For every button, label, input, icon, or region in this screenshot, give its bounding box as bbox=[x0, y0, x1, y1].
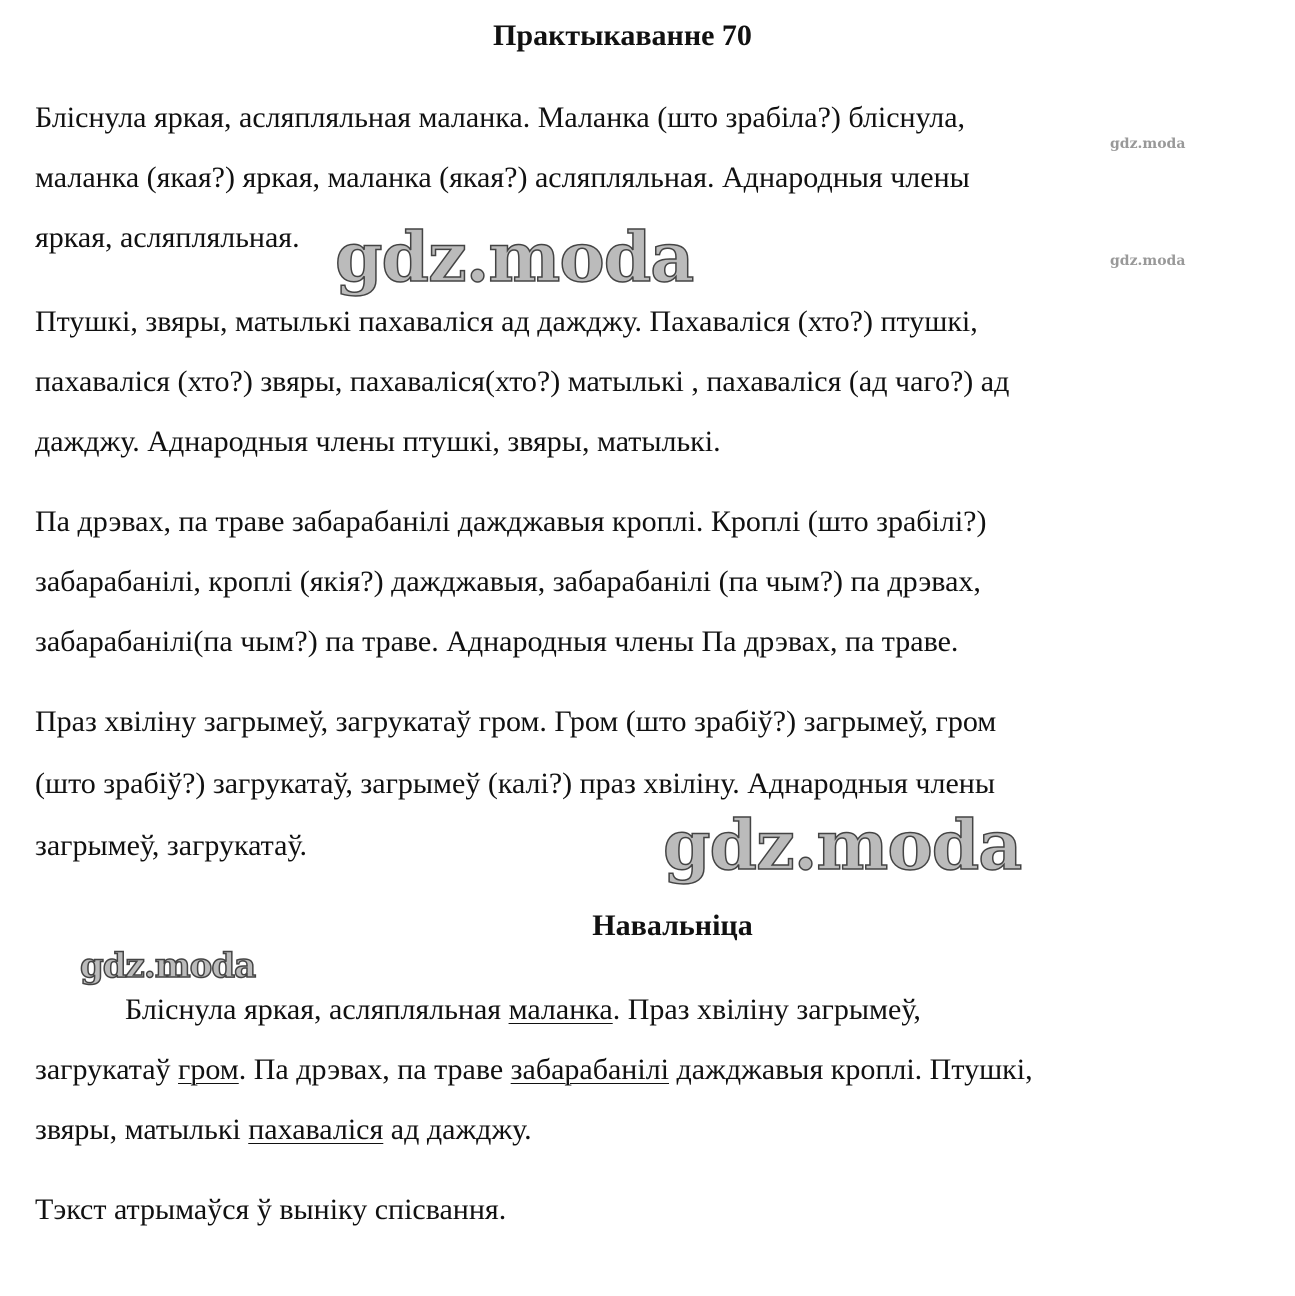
text: загрукатаў bbox=[35, 1053, 179, 1086]
story-line bbox=[35, 1052, 1033, 1088]
watermark: gdz.moda bbox=[1110, 136, 1186, 152]
text: дажджавыя кроплі. Птушкі, bbox=[669, 1053, 1033, 1086]
text-line: пахаваліся (хто?) звяры, пахаваліся(хто?) матылькі , пахаваліся (ад чаго?) ад bbox=[35, 365, 1010, 398]
text: Бліснула яркая, асляпляльная bbox=[125, 993, 509, 1026]
underlined-word: маланка bbox=[508, 993, 613, 1026]
text: . Па дрэвах, па траве bbox=[238, 1053, 511, 1086]
underlined-word: пахаваліся bbox=[248, 1113, 384, 1146]
text-line: Праз хвіліну загрымеў, загрукатаў гром. Гром (што зрабіў?) загрымеў, гром bbox=[35, 705, 997, 738]
text: . Праз хвіліну загрымеў, bbox=[612, 993, 921, 1026]
text-line: маланка (якая?) яркая, маланка (якая?) асляпляльная. Аднародныя члены bbox=[35, 161, 970, 194]
text-line: Па дрэвах, па траве забарабанілі дажджавыя кроплі. Кроплі (што зрабілі?) bbox=[35, 505, 987, 538]
text-line: Бліснула яркая, асляпляльная маланка. Маланка (што зрабіла?) бліснула, bbox=[35, 101, 966, 134]
text-line: Птушкі, звяры, матылькі пахаваліся ад дажджу. Пахаваліся (хто?) птушкі, bbox=[35, 305, 978, 338]
watermark: gdz.moda bbox=[663, 806, 1022, 886]
page-title: Практыкаванне 70 bbox=[493, 19, 752, 52]
underlined-word: забарабанілі bbox=[510, 1053, 670, 1086]
text-line: забарабанілі, кроплі (якія?) дажджавыя, забарабанілі (па чым?) па дрэвах, bbox=[35, 565, 981, 598]
underlined-word: гром bbox=[178, 1053, 239, 1086]
text-line: забарабанілі(па чым?) па траве. Аднародныя члены Па дрэвах, па траве. bbox=[35, 625, 959, 658]
story-heading: Навальніца bbox=[592, 909, 753, 942]
watermark: gdz.moda bbox=[335, 218, 694, 298]
text-line: дажджу. Аднародныя члены птушкі, звяры, матылькі. bbox=[35, 425, 721, 458]
watermark: gdz.moda bbox=[80, 946, 256, 986]
text-line: загрымеў, загрукатаў. bbox=[35, 829, 307, 862]
text-line: яркая, асляпляльная. bbox=[35, 221, 300, 254]
story-line bbox=[35, 1112, 532, 1148]
text: ад дажджу. bbox=[383, 1113, 532, 1146]
text: звяры, матылькі bbox=[35, 1113, 249, 1146]
watermark: gdz.moda bbox=[1110, 253, 1186, 269]
footer-note: Тэкст атрымаўся ў выніку спісвання. bbox=[35, 1193, 507, 1226]
story-line bbox=[125, 992, 921, 1028]
text-line: (што зрабіў?) загрукатаў, загрымеў (калі?) праз хвіліну. Аднародныя члены bbox=[35, 767, 995, 800]
